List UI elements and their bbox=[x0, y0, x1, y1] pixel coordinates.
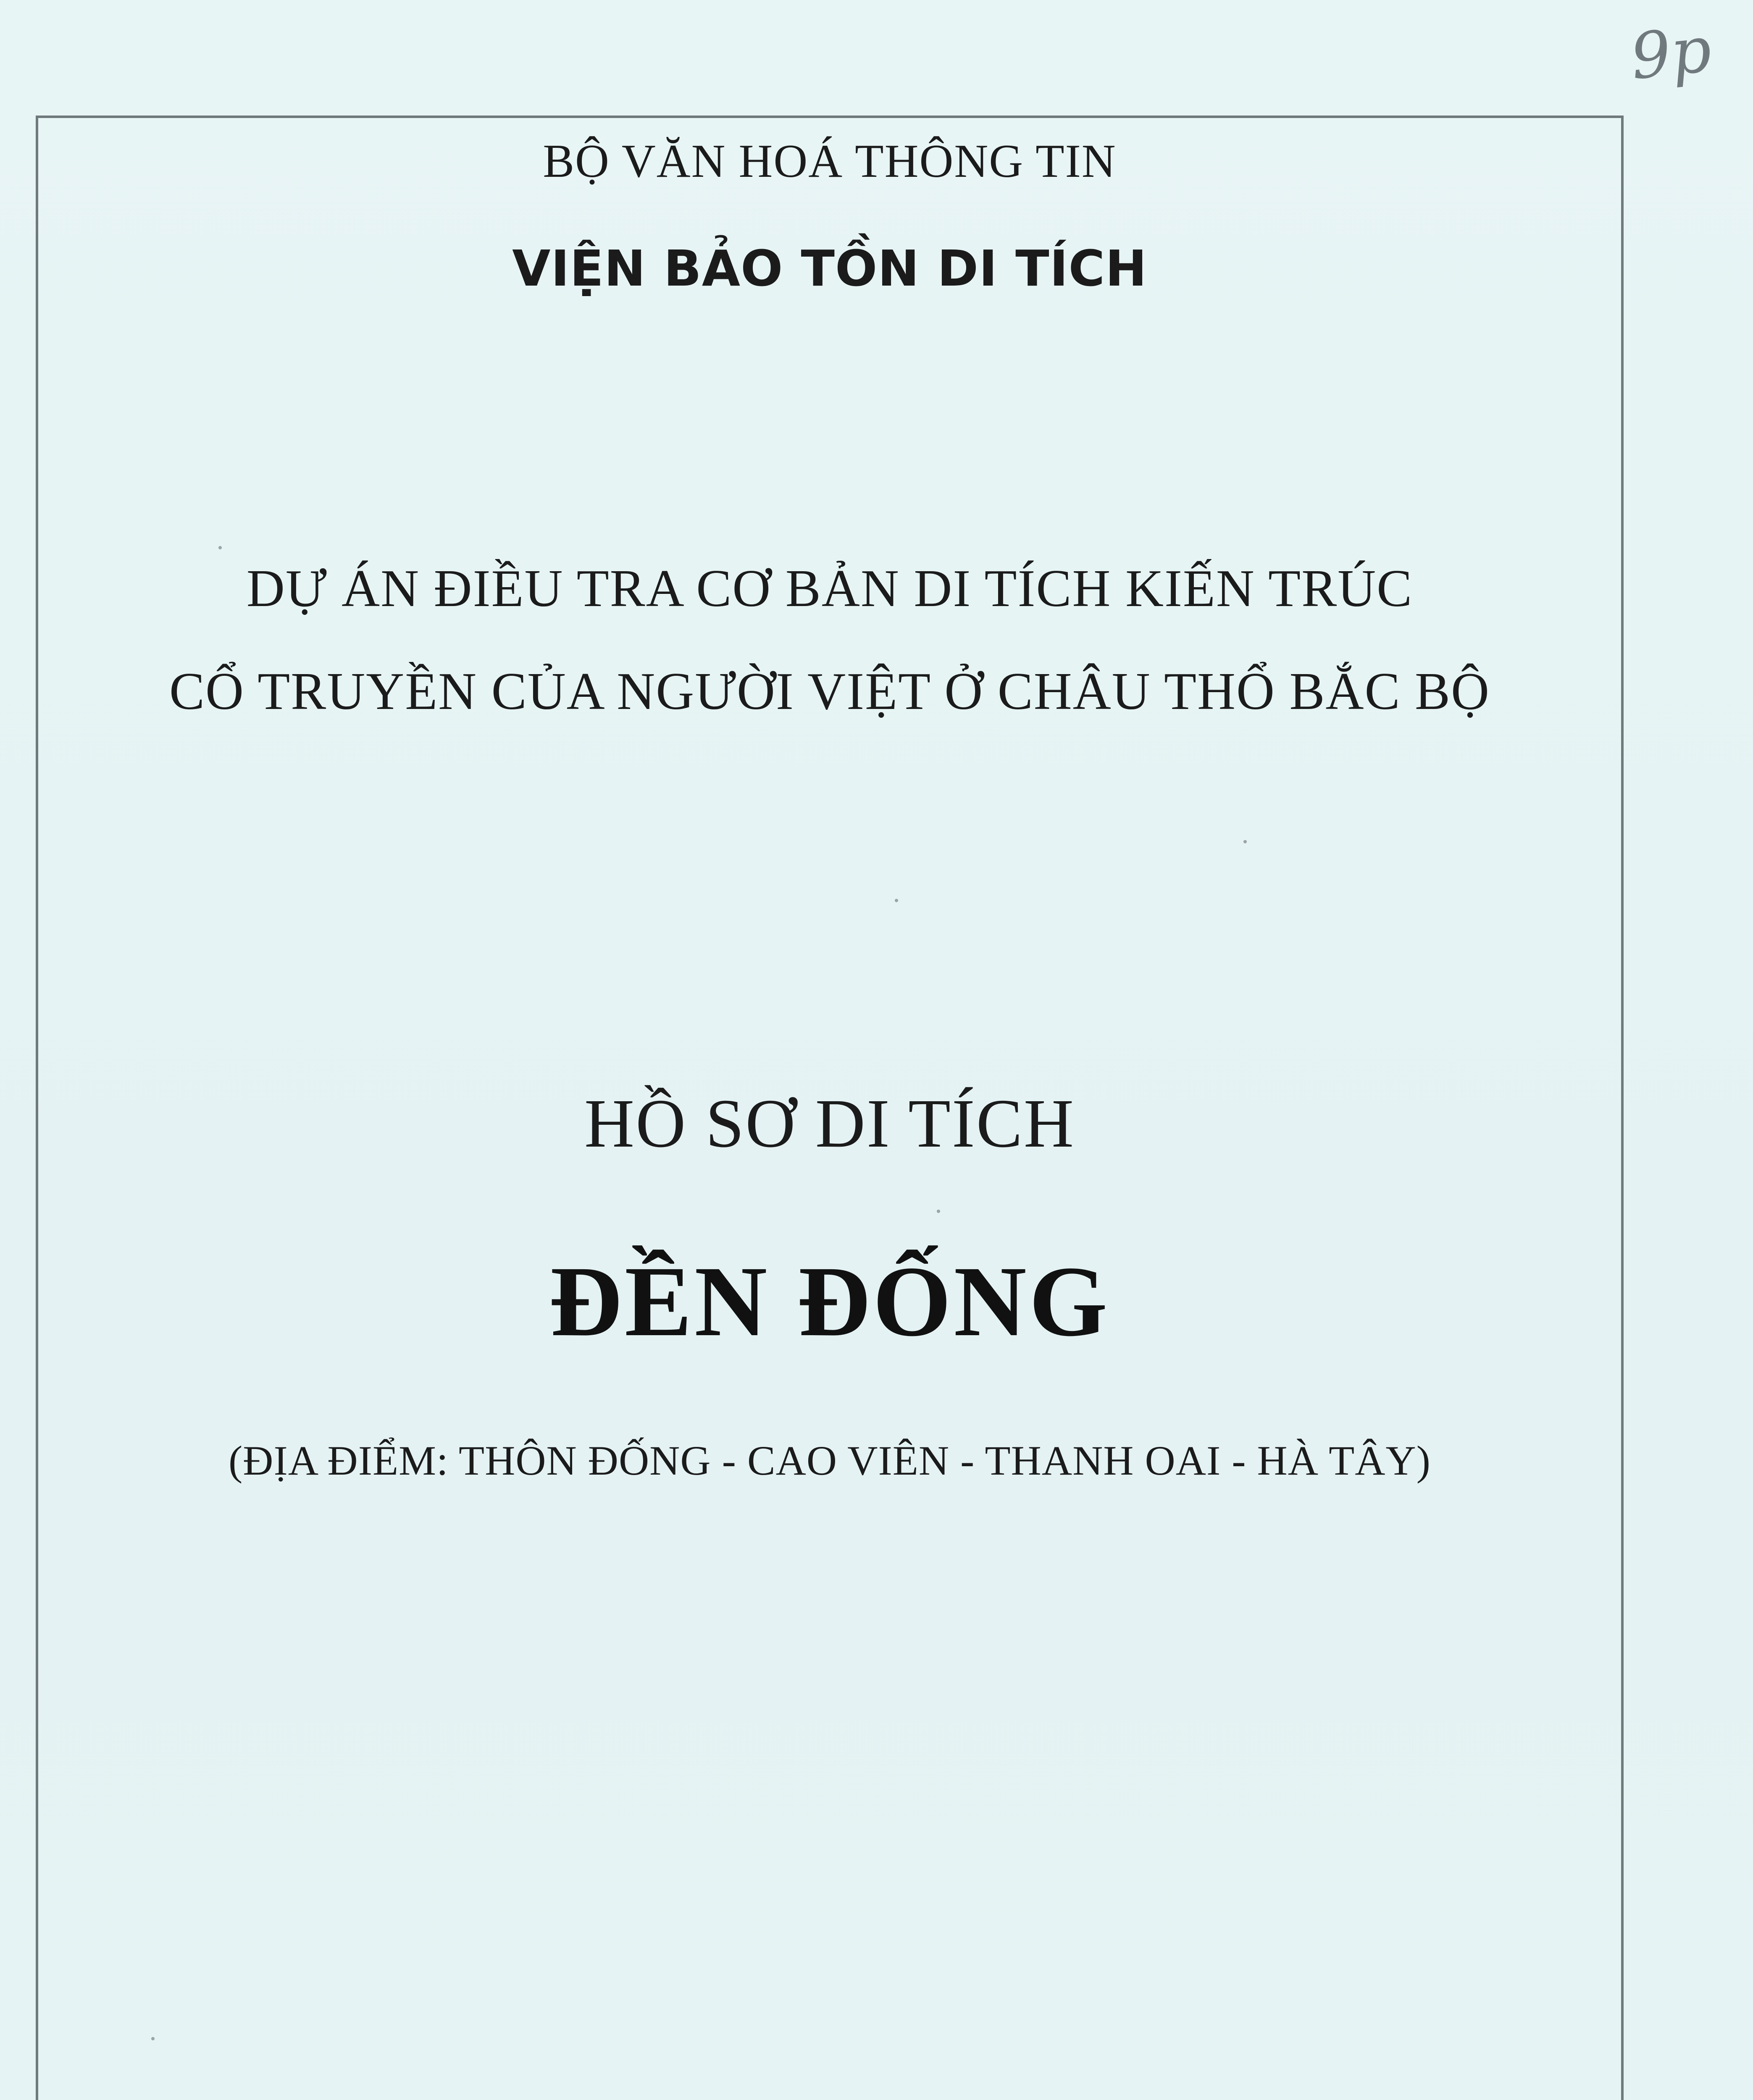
project-title-line-1: DỰ ÁN ĐIỀU TRA CƠ BẢN DI TÍCH KIẾN TRÚC bbox=[246, 559, 1413, 618]
scan-speck bbox=[895, 899, 898, 902]
document-type-heading: HỒ SƠ DI TÍCH bbox=[584, 1085, 1075, 1162]
scan-speck bbox=[1243, 840, 1247, 843]
ministry-name: BỘ VĂN HOÁ THÔNG TIN bbox=[543, 135, 1117, 187]
project-title-line-2: CỔ TRUYỀN CỦA NGƯỜI VIỆT Ở CHÂU THỔ BẮC BỘ bbox=[169, 662, 1490, 721]
location-line: (ĐỊA ĐIỂM: THÔN ĐỐNG - CAO VIÊN - THANH OAI - HÀ TÂY) bbox=[229, 1437, 1431, 1484]
scan-speck bbox=[218, 546, 222, 549]
scan-speck bbox=[151, 2037, 155, 2040]
institute-name: VIỆN BẢO TỒN DI TÍCH bbox=[512, 239, 1147, 297]
monument-name-title: ĐỀN ĐỐNG bbox=[549, 1245, 1110, 1357]
scan-speck bbox=[937, 1210, 940, 1213]
handwritten-page-number: 9p bbox=[1627, 13, 1715, 94]
